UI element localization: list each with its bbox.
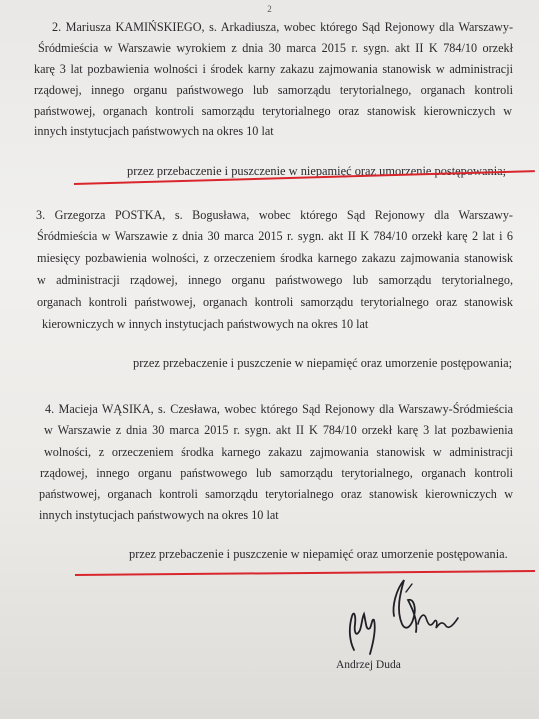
verdict-text: przez przebaczenie i puszczenie w niepamięć oraz umorzenie postępowania. xyxy=(129,547,508,561)
paragraph-line: innych instytucjach państwowych na okres 10 lat xyxy=(34,124,274,138)
handwritten-signature xyxy=(326,572,466,662)
paragraph-line: 3. Grzegorza POSTKA, s. Bogusława, wobec którego Sąd Rejonowy dla Warszawy- xyxy=(36,208,513,222)
paragraph-line: 4. Macieja WĄSIKA, s. Czesława, wobec którego Sąd Rejonowy dla Warszawy-Śródmieścia xyxy=(45,402,513,416)
paragraph-line: państwowej, organach kontroli samorządu terytorialnego oraz stanowisk kierowniczych w xyxy=(34,104,512,118)
paragraph-line: Śródmieścia w Warszawie wyrokiem z dnia 30 marca 2015 r. sygn. akt II K 784/10 orzekł xyxy=(38,41,513,55)
paragraph-line: rządowej, innego organu państwowego lub samorządu terytorialnego, organach kontroli xyxy=(34,83,513,97)
paragraph-line: kierowniczych w innych instytucjach państwowych na okres 10 lat xyxy=(42,317,369,331)
paragraph-line: w Warszawie z dnia 30 marca 2015 r. sygn. akt II K 784/10 orzekł karę 3 lat pozbawienia xyxy=(44,423,513,437)
paragraph-line: rządowej, innego organu państwowego lub samorządu terytorialnego, organach kontroli xyxy=(40,466,513,480)
paragraph-line: państwowej, organach kontroli samorządu terytorialnego oraz stanowisk kierowniczych w xyxy=(39,487,513,501)
paragraph-line: organach kontroli państwowej, organach kontroli samorządu terytorialnego oraz stanowisk xyxy=(37,295,513,309)
paragraph-line: wolności, z orzeczeniem środka karnego zakazu zajmowania stanowisk w administracji xyxy=(44,445,513,459)
paragraph-line: w administracji rządowej, innego organu państwowego lub samorządu terytorialnego, xyxy=(37,273,513,287)
page-number: 2 xyxy=(267,4,272,14)
paragraph-line: innych instytucjach państwowych na okres 10 lat xyxy=(39,508,279,522)
paragraph-line: miesięcy pozbawienia wolności, z orzeczeniem środka karnego zakazu zajmowania stanowisk xyxy=(37,251,513,265)
paragraph-line: 2. Mariusza KAMIŃSKIEGO, s. Arkadiusza, wobec którego Sąd Rejonowy dla Warszawy- xyxy=(52,20,513,34)
paragraph-line: karę 3 lat pozbawienia wolności i środek karny zakazu zajmowania stanowisk w administracji xyxy=(34,62,513,76)
verdict-text: przez przebaczenie i puszczenie w niepamięć oraz umorzenie postępowania; xyxy=(133,356,513,370)
verdict-text: przez przebaczenie i puszczenie w niepamięć oraz umorzenie postępowania; xyxy=(127,164,507,178)
paragraph-line: Śródmieścia w Warszawie z dnia 30 marca 2015 r. sygn. akt II K 784/10 orzekł karę 2 lat i 6 xyxy=(37,229,513,243)
signatory-name: Andrzej Duda xyxy=(336,659,401,671)
